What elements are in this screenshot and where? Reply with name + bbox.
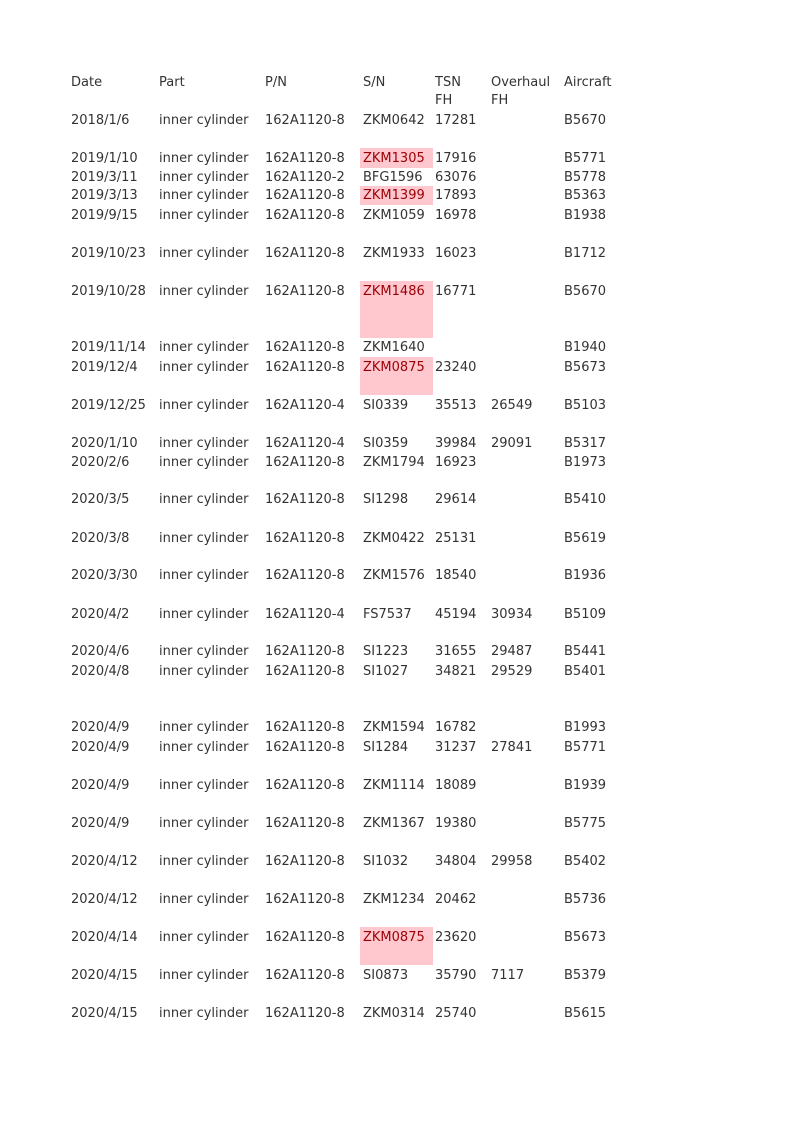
- cell-date: 2018/1/6: [71, 113, 130, 128]
- cell-overhaul: 29529: [491, 664, 533, 679]
- header-overhaul: Overhaul FH: [491, 75, 551, 108]
- cell-date: 2020/4/8: [71, 664, 130, 679]
- cell-part: inner cylinder: [159, 398, 249, 413]
- cell-sn: ZKM1059: [363, 208, 425, 223]
- cell-date: 2020/3/30: [71, 568, 138, 583]
- cell-part: inner cylinder: [159, 740, 249, 755]
- cell-aircraft: B1712: [564, 246, 607, 261]
- cell-aircraft: B5771: [564, 740, 607, 755]
- cell-sn: ZKM1486: [363, 284, 425, 299]
- cell-aircraft: B1993: [564, 720, 607, 735]
- cell-sn: ZKM1640: [363, 340, 425, 355]
- cell-tsn: 16782: [435, 720, 477, 735]
- cell-part: inner cylinder: [159, 492, 249, 507]
- cell-sn: ZKM1794: [363, 455, 425, 470]
- cell-aircraft: B5673: [564, 360, 607, 375]
- cell-aircraft: B5673: [564, 930, 607, 945]
- cell-tsn: 16771: [435, 284, 477, 299]
- cell-date: 2019/1/10: [71, 151, 138, 166]
- cell-part: inner cylinder: [159, 151, 249, 166]
- cell-tsn: 31655: [435, 644, 477, 659]
- cell-tsn: 17916: [435, 151, 477, 166]
- cell-part: inner cylinder: [159, 930, 249, 945]
- cell-tsn: 45194: [435, 607, 477, 622]
- cell-part: inner cylinder: [159, 170, 249, 185]
- cell-pn: 162A1120-8: [265, 246, 345, 261]
- cell-date: 2019/12/25: [71, 398, 146, 413]
- cell-date: 2020/4/15: [71, 968, 138, 983]
- cell-pn: 162A1120-8: [265, 892, 345, 907]
- cell-tsn: 63076: [435, 170, 477, 185]
- cell-date: 2020/4/9: [71, 740, 130, 755]
- cell-tsn: 19380: [435, 816, 477, 831]
- cell-tsn: 29614: [435, 492, 477, 507]
- cell-aircraft: B5771: [564, 151, 607, 166]
- cell-pn: 162A1120-8: [265, 568, 345, 583]
- cell-date: 2020/4/14: [71, 930, 138, 945]
- cell-date: 2020/4/12: [71, 892, 138, 907]
- cell-pn: 162A1120-8: [265, 854, 345, 869]
- cell-aircraft: B5775: [564, 816, 607, 831]
- cell-part: inner cylinder: [159, 436, 249, 451]
- cell-pn: 162A1120-8: [265, 930, 345, 945]
- cell-aircraft: B5363: [564, 188, 607, 203]
- cell-sn: ZKM0314: [363, 1006, 425, 1021]
- cell-sn: BFG1596: [363, 170, 423, 185]
- cell-pn: 162A1120-8: [265, 113, 345, 128]
- cell-tsn: 25131: [435, 531, 477, 546]
- cell-pn: 162A1120-4: [265, 436, 345, 451]
- cell-sn: ZKM0642: [363, 113, 425, 128]
- cell-part: inner cylinder: [159, 854, 249, 869]
- cell-part: inner cylinder: [159, 531, 249, 546]
- cell-date: 2020/4/6: [71, 644, 130, 659]
- cell-overhaul: 30934: [491, 607, 533, 622]
- header-sn: S/N: [363, 75, 386, 90]
- cell-sn: ZKM0875: [363, 930, 425, 945]
- cell-aircraft: B5736: [564, 892, 607, 907]
- cell-aircraft: B1939: [564, 778, 607, 793]
- cell-part: inner cylinder: [159, 246, 249, 261]
- cell-sn: ZKM1399: [363, 188, 425, 203]
- cell-tsn: 34804: [435, 854, 477, 869]
- cell-sn: ZKM0875: [363, 360, 425, 375]
- cell-pn: 162A1120-4: [265, 607, 345, 622]
- cell-part: inner cylinder: [159, 644, 249, 659]
- header-aircraft: Aircraft: [564, 75, 612, 90]
- cell-sn: FS7537: [363, 607, 412, 622]
- cell-aircraft: B1973: [564, 455, 607, 470]
- cell-sn: SI1298: [363, 492, 409, 507]
- cell-date: 2020/2/6: [71, 455, 130, 470]
- cell-part: inner cylinder: [159, 568, 249, 583]
- cell-overhaul: 29958: [491, 854, 533, 869]
- cell-pn: 162A1120-4: [265, 398, 345, 413]
- cell-sn: SI1223: [363, 644, 409, 659]
- cell-part: inner cylinder: [159, 720, 249, 735]
- cell-sn: ZKM1234: [363, 892, 425, 907]
- cell-aircraft: B5670: [564, 113, 607, 128]
- cell-tsn: 18540: [435, 568, 477, 583]
- cell-sn: ZKM1933: [363, 246, 425, 261]
- cell-pn: 162A1120-8: [265, 968, 345, 983]
- cell-sn: ZKM1576: [363, 568, 425, 583]
- cell-part: inner cylinder: [159, 664, 249, 679]
- cell-date: 2019/10/23: [71, 246, 146, 261]
- cell-sn: SI1284: [363, 740, 409, 755]
- cell-tsn: 16923: [435, 455, 477, 470]
- cell-date: 2020/4/12: [71, 854, 138, 869]
- cell-pn: 162A1120-8: [265, 720, 345, 735]
- cell-overhaul: 29091: [491, 436, 533, 451]
- cell-sn: ZKM1367: [363, 816, 425, 831]
- cell-part: inner cylinder: [159, 113, 249, 128]
- cell-tsn: 35790: [435, 968, 477, 983]
- cell-pn: 162A1120-8: [265, 644, 345, 659]
- cell-part: inner cylinder: [159, 816, 249, 831]
- cell-pn: 162A1120-8: [265, 360, 345, 375]
- cell-sn: ZKM0422: [363, 531, 425, 546]
- cell-tsn: 34821: [435, 664, 477, 679]
- cell-aircraft: B5441: [564, 644, 607, 659]
- cell-date: 2019/10/28: [71, 284, 146, 299]
- cell-aircraft: B5317: [564, 436, 607, 451]
- cell-date: 2020/4/9: [71, 816, 130, 831]
- cell-sn: SI0359: [363, 436, 409, 451]
- cell-part: inner cylinder: [159, 968, 249, 983]
- cell-sn: ZKM1114: [363, 778, 425, 793]
- cell-part: inner cylinder: [159, 1006, 249, 1021]
- cell-date: 2019/11/14: [71, 340, 146, 355]
- cell-sn: SI0873: [363, 968, 409, 983]
- cell-pn: 162A1120-8: [265, 492, 345, 507]
- cell-tsn: 20462: [435, 892, 477, 907]
- cell-tsn: 17281: [435, 113, 477, 128]
- cell-date: 2020/4/15: [71, 1006, 138, 1021]
- cell-tsn: 31237: [435, 740, 477, 755]
- header-date: Date: [71, 75, 103, 90]
- cell-part: inner cylinder: [159, 455, 249, 470]
- cell-aircraft: B1940: [564, 340, 607, 355]
- cell-part: inner cylinder: [159, 778, 249, 793]
- cell-part: inner cylinder: [159, 208, 249, 223]
- cell-tsn: 17893: [435, 188, 477, 203]
- cell-date: 2019/12/4: [71, 360, 138, 375]
- cell-aircraft: B5109: [564, 607, 607, 622]
- cell-pn: 162A1120-8: [265, 778, 345, 793]
- cell-part: inner cylinder: [159, 340, 249, 355]
- header-pn: P/N: [265, 75, 287, 90]
- cell-sn: SI1027: [363, 664, 409, 679]
- cell-pn: 162A1120-8: [265, 1006, 345, 1021]
- cell-pn: 162A1120-8: [265, 208, 345, 223]
- cell-aircraft: B5670: [564, 284, 607, 299]
- cell-tsn: 39984: [435, 436, 477, 451]
- cell-tsn: 23240: [435, 360, 477, 375]
- cell-part: inner cylinder: [159, 188, 249, 203]
- cell-aircraft: B1938: [564, 208, 607, 223]
- cell-pn: 162A1120-8: [265, 151, 345, 166]
- cell-sn: SI0339: [363, 398, 409, 413]
- cell-pn: 162A1120-8: [265, 340, 345, 355]
- cell-tsn: 16978: [435, 208, 477, 223]
- cell-date: 2019/3/13: [71, 188, 138, 203]
- cell-date: 2019/9/15: [71, 208, 138, 223]
- cell-overhaul: 7117: [491, 968, 525, 983]
- cell-overhaul: 27841: [491, 740, 533, 755]
- header-tsn: TSN FH: [435, 75, 461, 108]
- cell-pn: 162A1120-8: [265, 816, 345, 831]
- cell-date: 2020/3/8: [71, 531, 130, 546]
- cell-sn: SI1032: [363, 854, 409, 869]
- cell-overhaul: 26549: [491, 398, 533, 413]
- cell-sn: ZKM1594: [363, 720, 425, 735]
- cell-aircraft: B5615: [564, 1006, 607, 1021]
- cell-part: inner cylinder: [159, 607, 249, 622]
- cell-date: 2020/4/2: [71, 607, 130, 622]
- cell-overhaul: 29487: [491, 644, 533, 659]
- cell-pn: 162A1120-2: [265, 170, 345, 185]
- cell-pn: 162A1120-8: [265, 740, 345, 755]
- cell-pn: 162A1120-8: [265, 284, 345, 299]
- cell-date: 2020/3/5: [71, 492, 130, 507]
- cell-pn: 162A1120-8: [265, 531, 345, 546]
- cell-tsn: 16023: [435, 246, 477, 261]
- cell-pn: 162A1120-8: [265, 188, 345, 203]
- cell-aircraft: B1936: [564, 568, 607, 583]
- cell-tsn: 23620: [435, 930, 477, 945]
- cell-date: 2020/4/9: [71, 720, 130, 735]
- cell-aircraft: B5402: [564, 854, 607, 869]
- header-part: Part: [159, 75, 185, 90]
- cell-aircraft: B5410: [564, 492, 607, 507]
- cell-aircraft: B5401: [564, 664, 607, 679]
- cell-part: inner cylinder: [159, 360, 249, 375]
- cell-part: inner cylinder: [159, 284, 249, 299]
- cell-tsn: 18089: [435, 778, 477, 793]
- cell-pn: 162A1120-8: [265, 664, 345, 679]
- cell-part: inner cylinder: [159, 892, 249, 907]
- cell-aircraft: B5778: [564, 170, 607, 185]
- cell-date: 2020/4/9: [71, 778, 130, 793]
- cell-pn: 162A1120-8: [265, 455, 345, 470]
- cell-date: 2020/1/10: [71, 436, 138, 451]
- cell-sn: ZKM1305: [363, 151, 425, 166]
- cell-tsn: 25740: [435, 1006, 477, 1021]
- cell-aircraft: B5103: [564, 398, 607, 413]
- cell-tsn: 35513: [435, 398, 477, 413]
- cell-date: 2019/3/11: [71, 170, 138, 185]
- cell-aircraft: B5379: [564, 968, 607, 983]
- cell-aircraft: B5619: [564, 531, 607, 546]
